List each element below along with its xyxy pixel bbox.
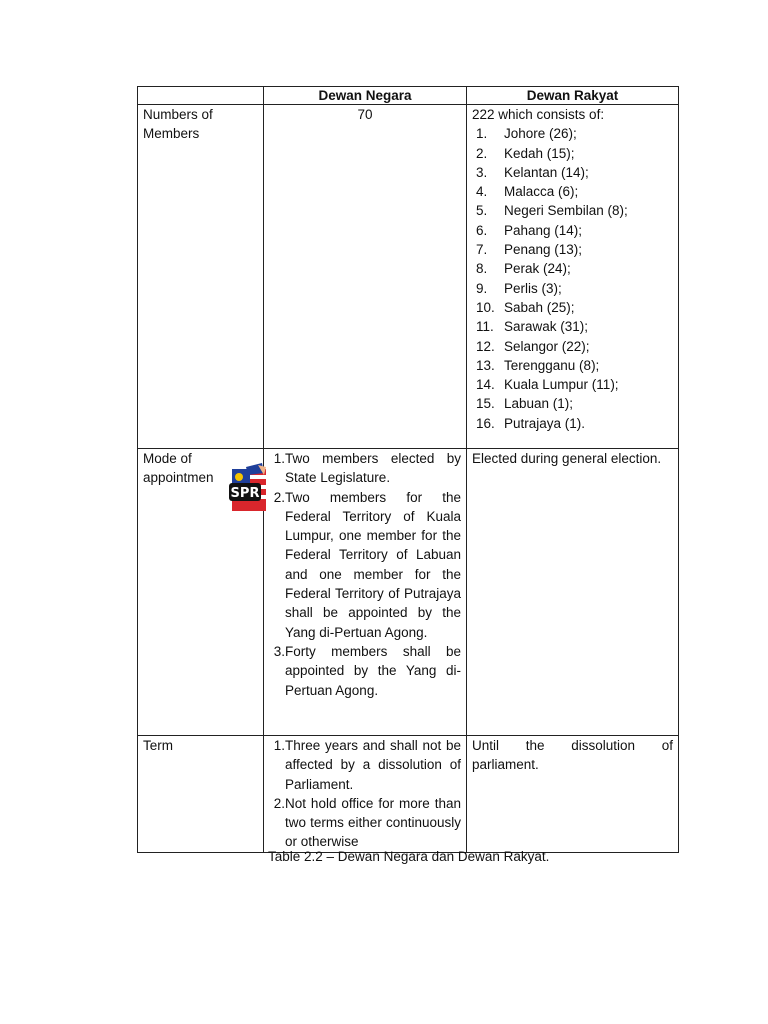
header-dewan-negara: Dewan Negara	[264, 87, 467, 105]
list-item: 1. Three years and shall not be affected by a dissolution of Parliament.	[273, 738, 461, 792]
list-item: 3. Forty members shall be appointed by the Yang di-Pertuan Agong.	[273, 643, 461, 698]
mode-dewan-negara	[264, 449, 467, 736]
list-item: 14. Kuala Lumpur (11);	[476, 377, 619, 393]
list-item: 9. Perlis (3);	[476, 280, 562, 296]
list-item: 3. Kelantan (14);	[476, 164, 589, 180]
list-item: 8. Perak (24);	[476, 261, 571, 277]
header-row	[138, 87, 679, 105]
members-dewan-negara: 70	[264, 105, 467, 449]
list-item: 12. Selangor (22);	[476, 338, 590, 354]
members-dewan-rakyat	[467, 105, 679, 449]
comparison-table	[137, 86, 679, 853]
list-item: 1. Johore (26);	[476, 126, 577, 142]
list-item: 15. Labuan (1);	[476, 396, 574, 412]
members-intro: 222 which consists of:	[472, 107, 605, 122]
term-list	[269, 736, 461, 852]
list-item: 10. Sabah (25);	[476, 299, 575, 315]
header-empty	[138, 87, 264, 105]
term-dewan-rakyat: Until the dissolution of parliament.	[467, 736, 679, 853]
list-item: 7. Penang (13);	[476, 242, 583, 258]
svg-text:SPR: SPR	[230, 486, 260, 501]
header-dewan-rakyat: Dewan Rakyat	[467, 87, 679, 105]
term-row	[138, 736, 679, 853]
list-item: 5. Negeri Sembilan (8);	[476, 203, 628, 219]
mode-label-cell	[138, 449, 264, 736]
list-item: 11. Sarawak (31);	[476, 319, 589, 335]
mode-dewan-rakyat: Elected during general election.	[467, 449, 679, 736]
mode-row	[138, 449, 679, 736]
members-label: Numbers of Members	[138, 105, 264, 449]
list-item: 2. Not hold office for more than two terms either continuously or otherwise	[273, 795, 461, 850]
spr-ballot-box-logo	[228, 463, 272, 513]
list-item: 16. Putrajaya (1).	[476, 415, 586, 431]
mode-label: Mode of appointmen	[143, 451, 214, 486]
term-dewan-negara	[264, 736, 467, 853]
list-item: 4. Malacca (6);	[476, 184, 579, 200]
list-item: 13. Terengganu (8);	[476, 357, 600, 373]
members-row	[138, 105, 679, 449]
list-item: 1. Two members elected by State Legislature.	[273, 451, 461, 486]
list-item: 2. Two members for the Federal Territory of Kuala Lumpur, one member for the Federal Territory of Labuan and one member for the Federal Territory of Putrajaya shall be appointed by the Yang di-Pertuan Agong.	[273, 489, 461, 640]
table-caption: Table 2.2 – Dewan Negara dan Dewan Rakyat.	[268, 849, 550, 864]
list-item: 6. Pahang (14);	[476, 222, 583, 238]
term-label: Term	[138, 736, 264, 853]
state-list	[472, 124, 673, 433]
appointment-list	[269, 449, 461, 700]
list-item: 2. Kedah (15);	[476, 145, 575, 161]
